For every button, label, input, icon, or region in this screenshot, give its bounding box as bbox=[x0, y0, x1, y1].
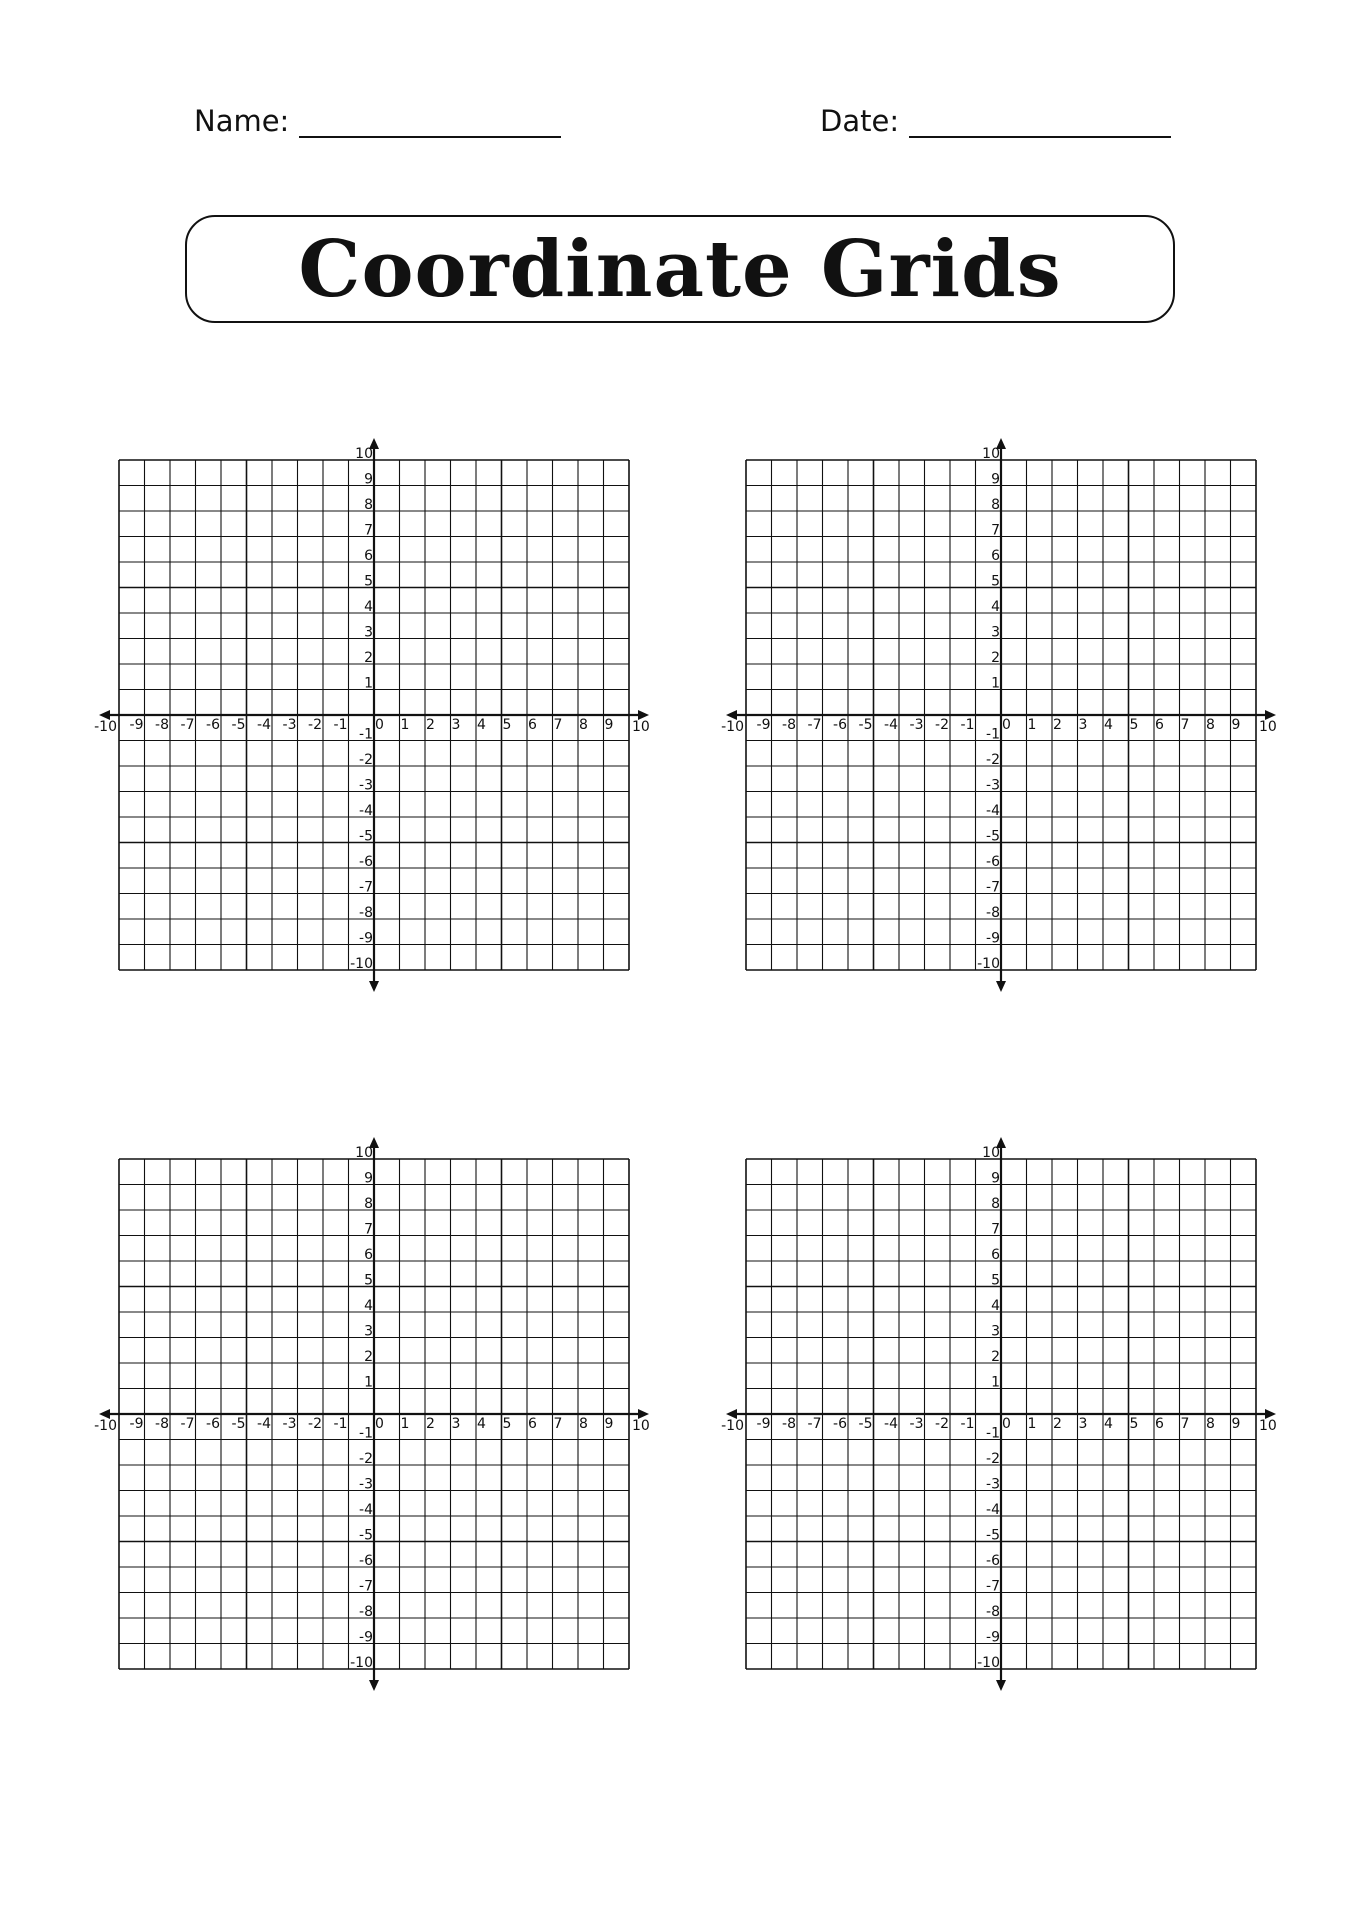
x-tick-label: 4 bbox=[477, 717, 486, 733]
grid-svg bbox=[95, 1131, 655, 1791]
y-tick-label: -1 bbox=[986, 726, 1000, 743]
x-tick-label: -4 bbox=[257, 717, 271, 733]
x-tick-label: 0 bbox=[1002, 717, 1011, 733]
x-tick-label: 8 bbox=[1206, 1416, 1215, 1432]
x-tick-label: -5 bbox=[231, 717, 246, 733]
x-tick-label: -8 bbox=[782, 717, 796, 733]
x-tick-label: 3 bbox=[451, 717, 461, 733]
x-tick-label: 7 bbox=[1180, 1416, 1190, 1432]
y-tick-label: -9 bbox=[359, 1629, 373, 1646]
x-tick-label: -1 bbox=[333, 717, 348, 733]
x-tick-label: -3 bbox=[909, 717, 924, 733]
y-tick-label: -7 bbox=[986, 1578, 1000, 1595]
y-tick-label: 2 bbox=[991, 650, 1000, 666]
x-tick-label: 4 bbox=[1104, 717, 1113, 733]
x-tick-label: 6 bbox=[1155, 717, 1164, 733]
x-tick-label: -9 bbox=[756, 717, 771, 733]
date-field[interactable] bbox=[820, 104, 1171, 138]
y-tick-label: -4 bbox=[359, 1502, 373, 1518]
y-tick-label: -1 bbox=[359, 726, 373, 743]
y-tick-label: 9 bbox=[364, 1170, 373, 1187]
coordinate-grid-4[interactable] bbox=[722, 1131, 1282, 1791]
x-tick-label: 7 bbox=[553, 1416, 563, 1432]
y-tick-label: -6 bbox=[359, 1553, 373, 1569]
x-tick-label: -2 bbox=[935, 717, 949, 733]
x-tick-label: -10 bbox=[721, 719, 744, 735]
y-tick-label: 5 bbox=[364, 573, 373, 590]
x-tick-label: 6 bbox=[1155, 1416, 1164, 1432]
title-box bbox=[185, 215, 1175, 323]
y-tick-label: 8 bbox=[991, 1196, 1000, 1212]
x-tick-label: 6 bbox=[528, 1416, 537, 1432]
x-tick-label: -6 bbox=[206, 717, 220, 733]
y-tick-label: -8 bbox=[986, 1604, 1000, 1620]
y-tick-label: -10 bbox=[977, 1655, 1000, 1671]
y-tick-label: 4 bbox=[364, 1298, 373, 1314]
x-tick-label: 2 bbox=[1053, 1416, 1062, 1432]
x-tick-label: -10 bbox=[94, 1418, 117, 1434]
y-tick-label: -2 bbox=[986, 1451, 1000, 1467]
x-tick-label: 1 bbox=[400, 717, 410, 733]
x-tick-label: 5 bbox=[502, 717, 512, 733]
y-tick-label: 9 bbox=[991, 1170, 1000, 1187]
grid-svg bbox=[722, 432, 1282, 1092]
y-tick-label: 10 bbox=[355, 1145, 373, 1161]
y-tick-label: -7 bbox=[986, 879, 1000, 896]
y-tick-label: 1 bbox=[364, 1374, 373, 1391]
y-tick-label: 10 bbox=[355, 446, 373, 462]
grid-svg bbox=[722, 1131, 1282, 1791]
x-tick-label: -9 bbox=[756, 1416, 771, 1432]
y-tick-label: 2 bbox=[364, 1349, 373, 1365]
x-tick-label: 5 bbox=[1129, 717, 1139, 733]
x-tick-label: 1 bbox=[1027, 717, 1037, 733]
y-tick-label: 9 bbox=[991, 471, 1000, 488]
date-blank-line[interactable] bbox=[909, 106, 1171, 138]
name-label: Name: bbox=[194, 104, 290, 138]
x-tick-label: 7 bbox=[553, 717, 563, 733]
y-tick-label: -5 bbox=[986, 1527, 1000, 1544]
x-tick-label: 9 bbox=[604, 1416, 614, 1432]
y-axis-arrow-down bbox=[369, 981, 379, 992]
x-tick-label: 0 bbox=[1002, 1416, 1011, 1432]
y-tick-label: -6 bbox=[986, 854, 1000, 870]
y-tick-label: 1 bbox=[364, 675, 373, 692]
y-axis-arrow-down bbox=[369, 1680, 379, 1691]
y-tick-label: 8 bbox=[991, 497, 1000, 513]
x-tick-label: -1 bbox=[960, 717, 975, 733]
x-tick-label: 2 bbox=[426, 1416, 435, 1432]
y-tick-label: 7 bbox=[364, 522, 373, 539]
x-tick-label: -7 bbox=[807, 717, 822, 733]
y-tick-label: -8 bbox=[359, 1604, 373, 1620]
y-tick-label: -2 bbox=[986, 752, 1000, 768]
x-tick-label: -4 bbox=[884, 717, 898, 733]
x-tick-label: -2 bbox=[935, 1416, 949, 1432]
y-tick-label: -3 bbox=[986, 1476, 1000, 1493]
y-tick-label: 1 bbox=[991, 675, 1000, 692]
x-tick-label: -3 bbox=[282, 717, 297, 733]
y-tick-label: 2 bbox=[364, 650, 373, 666]
x-tick-label: -1 bbox=[960, 1416, 975, 1432]
x-tick-label: 10 bbox=[1259, 1418, 1277, 1434]
date-label: Date: bbox=[820, 104, 900, 138]
y-tick-label: 1 bbox=[991, 1374, 1000, 1391]
x-tick-label: 3 bbox=[451, 1416, 461, 1432]
y-tick-label: -9 bbox=[986, 930, 1000, 947]
y-tick-label: -4 bbox=[359, 803, 373, 819]
x-tick-label: 9 bbox=[1231, 717, 1241, 733]
x-tick-label: -7 bbox=[180, 1416, 195, 1432]
y-tick-label: 7 bbox=[991, 1221, 1000, 1238]
y-tick-label: 5 bbox=[991, 1272, 1000, 1289]
x-tick-label: 2 bbox=[426, 717, 435, 733]
y-tick-label: -6 bbox=[359, 854, 373, 870]
y-tick-label: -3 bbox=[359, 1476, 373, 1493]
y-tick-label: -4 bbox=[986, 803, 1000, 819]
x-tick-label: 10 bbox=[632, 719, 650, 735]
y-tick-label: -2 bbox=[359, 1451, 373, 1467]
x-tick-label: -6 bbox=[206, 1416, 220, 1432]
y-tick-label: 6 bbox=[991, 548, 1000, 564]
x-tick-label: -4 bbox=[257, 1416, 271, 1432]
x-tick-label: -7 bbox=[180, 717, 195, 733]
x-tick-label: -5 bbox=[858, 1416, 873, 1432]
x-tick-label: -5 bbox=[858, 717, 873, 733]
x-tick-label: 8 bbox=[579, 1416, 588, 1432]
x-tick-label: -5 bbox=[231, 1416, 246, 1432]
y-tick-label: 6 bbox=[364, 1247, 373, 1263]
coordinate-grid-3[interactable] bbox=[95, 1131, 655, 1791]
y-tick-label: -1 bbox=[986, 1425, 1000, 1442]
y-tick-label: -10 bbox=[350, 1655, 373, 1671]
x-tick-label: -2 bbox=[308, 1416, 322, 1432]
y-tick-label: -8 bbox=[986, 905, 1000, 921]
grid-svg bbox=[95, 432, 655, 1092]
x-tick-label: -7 bbox=[807, 1416, 822, 1432]
x-tick-label: 10 bbox=[632, 1418, 650, 1434]
y-tick-label: 3 bbox=[991, 624, 1000, 641]
x-tick-label: 5 bbox=[502, 1416, 512, 1432]
x-tick-label: 6 bbox=[528, 717, 537, 733]
y-tick-label: -8 bbox=[359, 905, 373, 921]
x-tick-label: -9 bbox=[129, 717, 144, 733]
x-tick-label: 5 bbox=[1129, 1416, 1139, 1432]
y-tick-label: 6 bbox=[364, 548, 373, 564]
y-tick-label: -5 bbox=[359, 1527, 373, 1544]
x-tick-label: -1 bbox=[333, 1416, 348, 1432]
page-title: Coordinate Grids bbox=[298, 223, 1062, 315]
x-tick-label: 0 bbox=[375, 717, 384, 733]
y-tick-label: 10 bbox=[982, 446, 1000, 462]
x-tick-label: -8 bbox=[155, 717, 169, 733]
y-tick-label: -10 bbox=[977, 956, 1000, 972]
y-tick-label: 7 bbox=[364, 1221, 373, 1238]
x-tick-label: 9 bbox=[1231, 1416, 1241, 1432]
x-tick-label: 7 bbox=[1180, 717, 1190, 733]
y-tick-label: -3 bbox=[986, 777, 1000, 794]
name-field[interactable] bbox=[194, 104, 561, 138]
y-tick-label: -1 bbox=[359, 1425, 373, 1442]
coordinate-grid-1[interactable] bbox=[95, 432, 655, 1092]
x-tick-label: 2 bbox=[1053, 717, 1062, 733]
x-tick-label: -9 bbox=[129, 1416, 144, 1432]
y-tick-label: 8 bbox=[364, 497, 373, 513]
x-tick-label: 3 bbox=[1078, 1416, 1088, 1432]
y-tick-label: 5 bbox=[364, 1272, 373, 1289]
x-tick-label: -8 bbox=[155, 1416, 169, 1432]
y-tick-label: 4 bbox=[364, 599, 373, 615]
x-tick-label: 0 bbox=[375, 1416, 384, 1432]
y-axis-arrow-down bbox=[996, 1680, 1006, 1691]
y-tick-label: -9 bbox=[359, 930, 373, 947]
y-tick-label: 4 bbox=[991, 599, 1000, 615]
y-tick-label: -3 bbox=[359, 777, 373, 794]
x-tick-label: -4 bbox=[884, 1416, 898, 1432]
y-tick-label: 9 bbox=[364, 471, 373, 488]
x-tick-label: -6 bbox=[833, 717, 847, 733]
y-tick-label: -9 bbox=[986, 1629, 1000, 1646]
y-tick-label: -2 bbox=[359, 752, 373, 768]
x-tick-label: 8 bbox=[1206, 717, 1215, 733]
x-tick-label: 1 bbox=[1027, 1416, 1037, 1432]
x-tick-label: -6 bbox=[833, 1416, 847, 1432]
y-tick-label: 3 bbox=[991, 1323, 1000, 1340]
y-tick-label: 6 bbox=[991, 1247, 1000, 1263]
x-tick-label: -10 bbox=[721, 1418, 744, 1434]
x-tick-label: 8 bbox=[579, 717, 588, 733]
y-axis-arrow-down bbox=[996, 981, 1006, 992]
x-tick-label: 4 bbox=[477, 1416, 486, 1432]
y-tick-label: 4 bbox=[991, 1298, 1000, 1314]
y-tick-label: -7 bbox=[359, 1578, 373, 1595]
x-tick-label: 9 bbox=[604, 717, 614, 733]
x-tick-label: 10 bbox=[1259, 719, 1277, 735]
x-tick-label: -2 bbox=[308, 717, 322, 733]
x-tick-label: -3 bbox=[282, 1416, 297, 1432]
x-tick-label: 1 bbox=[400, 1416, 410, 1432]
y-tick-label: -5 bbox=[359, 828, 373, 845]
x-tick-label: 4 bbox=[1104, 1416, 1113, 1432]
coordinate-grid-2[interactable] bbox=[722, 432, 1282, 1092]
x-tick-label: -3 bbox=[909, 1416, 924, 1432]
y-tick-label: -5 bbox=[986, 828, 1000, 845]
y-tick-label: -10 bbox=[350, 956, 373, 972]
x-tick-label: -10 bbox=[94, 719, 117, 735]
y-tick-label: 3 bbox=[364, 624, 373, 641]
name-blank-line[interactable] bbox=[299, 106, 561, 138]
y-tick-label: -7 bbox=[359, 879, 373, 896]
y-tick-label: 5 bbox=[991, 573, 1000, 590]
y-tick-label: 3 bbox=[364, 1323, 373, 1340]
y-tick-label: 8 bbox=[364, 1196, 373, 1212]
y-tick-label: 7 bbox=[991, 522, 1000, 539]
y-tick-label: 2 bbox=[991, 1349, 1000, 1365]
y-tick-label: -4 bbox=[986, 1502, 1000, 1518]
x-tick-label: -8 bbox=[782, 1416, 796, 1432]
x-tick-label: 3 bbox=[1078, 717, 1088, 733]
y-tick-label: -6 bbox=[986, 1553, 1000, 1569]
y-tick-label: 10 bbox=[982, 1145, 1000, 1161]
